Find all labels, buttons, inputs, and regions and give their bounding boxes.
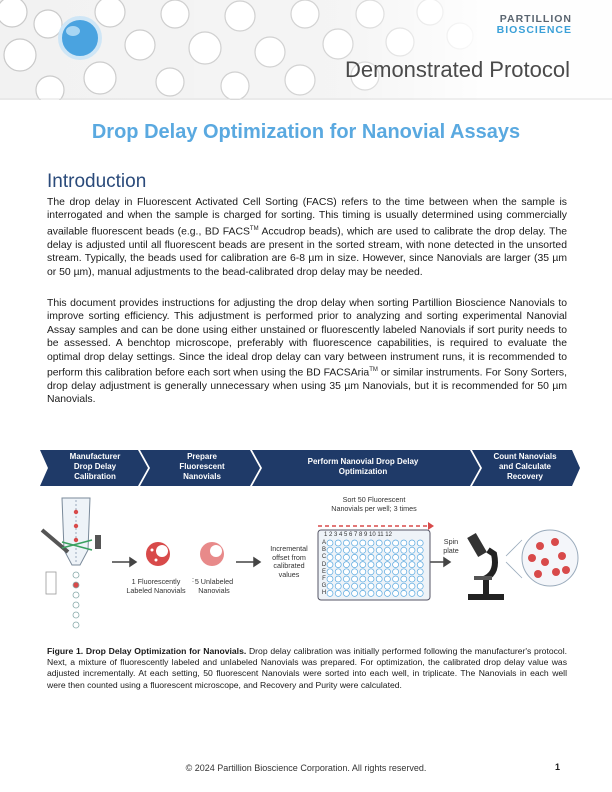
plate-well (343, 576, 349, 582)
plate-well (368, 547, 374, 553)
plate-well (368, 569, 374, 575)
plate-well (401, 583, 407, 589)
plate-well (376, 562, 382, 568)
plate-well (352, 554, 358, 560)
plate-well (417, 547, 423, 553)
plate-well (393, 583, 399, 589)
plate-well (401, 554, 407, 560)
plate-well (384, 576, 390, 582)
plate-row-label: H (321, 590, 327, 597)
magnified-well-icon (506, 530, 578, 586)
plate-well (401, 569, 407, 575)
sort-instruction-line2: Nanovials per well; 3 times (331, 504, 417, 513)
step3-line1: Perform Nanovial Drop Delay (307, 457, 419, 466)
plate-well (384, 540, 390, 546)
plate-well (409, 562, 415, 568)
step1-line2: Drop Delay (73, 462, 117, 471)
plate-well (335, 562, 341, 568)
plate-well (368, 554, 374, 560)
plate-well (376, 569, 382, 575)
step2-line2: Fluorescent (179, 462, 225, 471)
plate-well (376, 576, 382, 582)
plate-well (417, 590, 423, 596)
sorter-nozzle-icon (42, 498, 101, 628)
plate-well (393, 569, 399, 575)
plate-column-labels: 1 2 3 4 5 6 7 8 9 10 11 12 (324, 532, 392, 538)
microscope-icon (467, 533, 504, 600)
plate-well (417, 554, 423, 560)
plate-well (384, 562, 390, 568)
caption-text: Drop delay calibration was initially performed following the manufacturer's protocol. Next, a mixture of fluorescently labeled and unlabeled Nanovials was prepared. For optimization, the calibrated drop delay value was adjusted incrementally. At each setting, 50 fluorescent Nanovials were sorted into each well, in triplicate. The Nanovials in each well were then counted using a fluorescent microscope, and Recovery and Purity were calculated. (47, 646, 568, 690)
caption-title: Figure 1. Drop Delay Optimization for Nanovials. (47, 646, 247, 656)
labeled-nanovials-label: 1 Fluorescently Labeled Nanovials (126, 577, 186, 595)
logo-line2: BIOSCIENCE (496, 24, 572, 36)
plate-well (417, 576, 423, 582)
figure-caption (47, 646, 567, 691)
ratio-colon: : (192, 575, 194, 584)
plate-well (335, 569, 341, 575)
plate-well (417, 562, 423, 568)
plate-well (360, 540, 366, 546)
copyright-footer: © 2024 Partillion Bioscience Corporation. All rights reserved. (185, 763, 427, 773)
plate-well (352, 540, 358, 546)
logo-line1: PARTILLION (499, 13, 572, 25)
plate-well (343, 583, 349, 589)
96-well-plate-icon (318, 530, 430, 600)
partillion-logo (497, 14, 572, 36)
plate-well (360, 554, 366, 560)
plate-well (409, 583, 415, 589)
plate-well (343, 554, 349, 560)
plate-well (401, 590, 407, 596)
plate-well (384, 590, 390, 596)
plate-well (401, 540, 407, 546)
plate-well (343, 590, 349, 596)
step4-line1: Count Nanovials (493, 452, 557, 461)
header-banner (0, 0, 612, 100)
plate-well (409, 540, 415, 546)
plate-well (376, 590, 382, 596)
plate-well (393, 540, 399, 546)
plate-well (368, 576, 374, 582)
plate-well (376, 547, 382, 553)
plate-well (376, 583, 382, 589)
plate-well (360, 547, 366, 553)
plate-well (368, 540, 374, 546)
plate-well (352, 562, 358, 568)
figure-1-illustration (0, 490, 612, 640)
plate-well (409, 554, 415, 560)
plate-well (368, 590, 374, 596)
intro-paragraph-2: This document provides instructions for adjusting the drop delay when sorting Partillion Bioscience Nanovials to improve sorting efficiency. This adjustment is performed prior to analyzing and sorting experimental Nanovial Assay samples and can be done using either unstained or fluorescently labeled Nanovials if sort purity needs to be assessed. A benchtop microscope, preferably with fluorescence capabilities, is required to evaluate the optimal drop delay settings. Since the ideal drop delay can vary between instrument runs, it is recommended to perform this calibration before each sort when using the BD FACSAria™ or similar instruments. For Sony Sorters, drop delay adjustment is generally unnecessary when using 35 µm Nanovials, but it is recommended for 50 µm Nanovials. (47, 298, 567, 406)
plate-well (376, 554, 382, 560)
plate-well (360, 562, 366, 568)
plate-well (401, 562, 407, 568)
plate-well (343, 569, 349, 575)
plate-well (352, 576, 358, 582)
plate-well (360, 569, 366, 575)
spin-plate-label: Spin plate (443, 537, 459, 555)
plate-row-label: B (321, 547, 326, 554)
plate-well (409, 569, 415, 575)
step4-line2: and Calculate (498, 462, 552, 471)
plate-well (384, 547, 390, 553)
plate-well (417, 569, 423, 575)
unlabeled-nanovial-icon (200, 542, 224, 566)
plate-well (384, 569, 390, 575)
plate-well (335, 590, 341, 596)
unlabeled-nanovials-label: 5 Unlabeled Nanovials (194, 577, 234, 595)
plate-well (368, 583, 374, 589)
plate-row-label: C (321, 554, 327, 561)
fluorescent-nanovial-icon (146, 542, 170, 566)
plate-well (409, 547, 415, 553)
blue-bubble-icon (60, 18, 100, 58)
plate-row-label: D (321, 561, 327, 568)
plate-well (343, 562, 349, 568)
plate-well (360, 583, 366, 589)
incremental-offset-label: Incremental offset from calibrated values (270, 544, 308, 579)
plate-well (360, 576, 366, 582)
sort-instruction-line1: Sort 50 Fluorescent (342, 495, 406, 504)
document-type-label: Demonstrated Protocol (345, 57, 570, 82)
step4-line3: Recovery (506, 472, 544, 481)
plate-well (335, 540, 341, 546)
plate-well (393, 576, 399, 582)
workflow-banner (0, 448, 612, 488)
plate-well (343, 540, 349, 546)
plate-well (417, 583, 423, 589)
step3-line2: Optimization (338, 467, 388, 476)
plate-well (368, 562, 374, 568)
plate-well (384, 554, 390, 560)
plate-well (393, 562, 399, 568)
plate-well (376, 540, 382, 546)
plate-well (352, 547, 358, 553)
plate-well (335, 554, 341, 560)
plate-row-label: F (322, 576, 326, 582)
plate-well (352, 569, 358, 575)
step2-line1: Prepare (187, 452, 217, 461)
plate-well (384, 583, 390, 589)
step2-line3: Nanovials (183, 472, 221, 481)
plate-well (335, 583, 341, 589)
plate-well (401, 547, 407, 553)
step1-line3: Calibration (74, 472, 116, 481)
plate-row-label: A (321, 540, 326, 546)
plate-well (393, 590, 399, 596)
plate-well (352, 583, 358, 589)
plate-well (417, 540, 423, 546)
plate-well (393, 547, 399, 553)
plate-well (360, 590, 366, 596)
section-heading-introduction: Introduction (47, 171, 147, 192)
page-number: 1 (555, 762, 561, 772)
plate-well (409, 576, 415, 582)
intro-paragraph-1: The drop delay in Fluorescent Activated Cell Sorting (FACS) refers to the time between when the sample is interrogated and when the sample is charged for sorting. This timing is usually determined using commercially available fluorescent beads (e.g., BD FACS™ Accudrop beads), which are used to calibrate the drop delay. The delay is adjusted until all fluorescent beads are present in the sorted stream, with none detected in the unsorted stream. Typically, the beads used for calibration are 6-8 µm in size. However, since Nanovials are larger (35 µm or 50 µm), manual adjustments to the bead-calibrated drop delay may be needed. (47, 197, 568, 278)
page-title: Drop Delay Optimization for Nanovial Assays (91, 121, 521, 143)
plate-row-label: G (321, 583, 327, 590)
plate-well (343, 547, 349, 553)
plate-well (401, 576, 407, 582)
plate-well (352, 590, 358, 596)
step1-line1: Manufacturer (69, 452, 121, 461)
plate-well (335, 576, 341, 582)
plate-well (409, 590, 415, 596)
plate-well (393, 554, 399, 560)
plate-row-label: E (321, 568, 326, 575)
plate-well (335, 547, 341, 553)
